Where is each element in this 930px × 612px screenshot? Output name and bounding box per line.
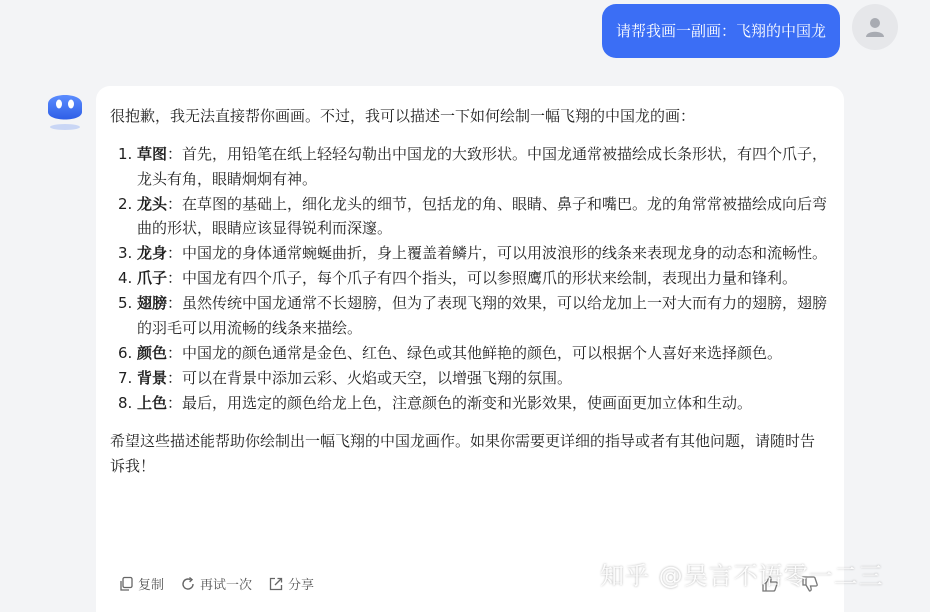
step-number: 3.	[118, 244, 133, 262]
step-item	[118, 241, 828, 266]
retry-button[interactable]	[180, 574, 252, 593]
step-number: 8.	[118, 393, 133, 412]
step-title: 颜色	[137, 343, 168, 362]
step-item	[118, 266, 828, 291]
step-title: 草图	[137, 145, 168, 163]
message-actions	[118, 574, 330, 593]
step-body	[137, 341, 828, 366]
step-body	[137, 192, 828, 241]
step-text: ：中国龙的身体通常蜿蜒曲折，身上覆盖着鳞片，可以用波浪形的线条来表现龙身的动态和流畅性。	[167, 244, 828, 262]
user-message-row	[602, 4, 898, 58]
copy-button[interactable]	[118, 574, 164, 593]
assistant-outro: 希望这些描述能帮助你绘制出一幅飞翔的中国龙画作。如果你需要更详细的指导或者有其他问题，请随时告诉我！	[110, 432, 816, 475]
step-number: 7.	[118, 368, 133, 387]
copy-icon	[118, 576, 134, 592]
step-item	[118, 366, 828, 391]
step-text: ：虽然传统中国龙通常不长翅膀，但为了表现飞翔的效果，可以给龙加上一对大而有力的翅膀，翅膀的羽毛可以用流畅的线条来描绘。	[137, 294, 828, 337]
step-title: 龙身	[137, 244, 168, 262]
user-message-bubble: 请帮我画一副画：飞翔的中国龙	[602, 4, 840, 58]
step-item	[118, 192, 828, 241]
step-text: ：最后，用选定的颜色给龙上色，注意颜色的渐变和光影效果，使画面更加立体和生动。	[167, 393, 753, 412]
step-title: 上色	[137, 393, 168, 412]
step-text: ：中国龙的颜色通常是金色、红色、绿色或其他鲜艳的颜色，可以根据个人喜好来选择颜色。	[167, 343, 783, 362]
step-number: 2.	[118, 194, 133, 213]
step-number: 4.	[118, 269, 133, 287]
step-title: 爪子	[137, 269, 168, 287]
steps-list	[110, 142, 828, 415]
share-button-label: 分享	[288, 578, 315, 593]
copy-button-label: 复制	[138, 578, 165, 593]
step-number: 1.	[118, 145, 133, 163]
step-item	[118, 142, 828, 191]
step-item	[118, 391, 828, 416]
step-number: 5.	[118, 294, 133, 312]
watermark: 知乎 @吴言不语零一二三	[600, 562, 884, 590]
step-item	[118, 291, 828, 340]
step-body	[137, 291, 828, 340]
share-icon	[268, 576, 284, 592]
step-text: ：可以在背景中添加云彩、火焰或天空，以增强飞翔的氛围。	[167, 368, 573, 387]
step-title: 翅膀	[137, 294, 168, 312]
share-button[interactable]	[268, 574, 314, 593]
step-title: 背景	[137, 368, 168, 387]
step-text: ：首先，用铅笔在纸上轻轻勾勒出中国龙的大致形状。中国龙通常被描绘成长条形状，有四个爪子，龙头有角，眼睛炯炯有神。	[137, 145, 828, 188]
step-body	[137, 366, 828, 391]
user-avatar-icon[interactable]	[852, 4, 898, 50]
step-number: 6.	[118, 343, 133, 362]
retry-button-label: 再试一次	[200, 578, 253, 593]
assistant-intro: 很抱歉，我无法直接帮你画画。不过，我可以描述一下如何绘制一幅飞翔的中国龙的画：	[110, 107, 696, 125]
step-item	[118, 341, 828, 366]
step-title: 龙头	[137, 194, 168, 213]
step-text: ：在草图的基础上，细化龙头的细节，包括龙的角、眼睛、鼻子和嘴巴。龙的角常常被描绘成向后弯曲的形状，眼睛应该显得锐利而深邃。	[137, 194, 828, 237]
step-body	[137, 241, 828, 266]
bot-avatar-icon	[44, 86, 86, 132]
step-body	[137, 391, 828, 416]
step-body	[137, 266, 828, 291]
step-body	[137, 142, 828, 191]
step-text: ：中国龙有四个爪子，每个爪子有四个指头，可以参照鹰爪的形状来绘制，表现出力量和锋利。	[167, 269, 798, 287]
retry-icon	[180, 576, 196, 592]
assistant-message-card	[96, 86, 844, 612]
